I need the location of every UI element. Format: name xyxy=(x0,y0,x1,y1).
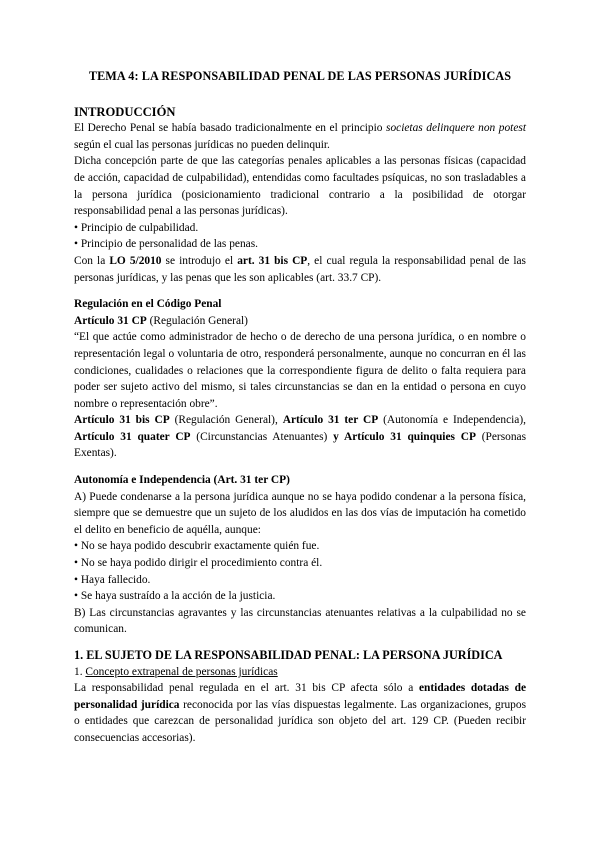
text: Con la xyxy=(74,254,110,267)
list-item: • Principio de culpabilidad. xyxy=(74,221,199,234)
list-item: • No se haya podido descubrir exactamente quién fue. xyxy=(74,540,320,553)
section-1-paragraph xyxy=(74,680,526,746)
article-reference: Artículo 31 quater CP xyxy=(74,430,191,443)
article-reference: y Artículo 31 quinquies CP xyxy=(333,430,476,443)
article-reference: art. 31 bis CP xyxy=(237,254,308,267)
autonomy-paragraph-b: B) Las circunstancias agravantes y las circunstancias atenuantes relativas a la culpabilidad no se comunican. xyxy=(74,606,526,636)
section-1-subheading xyxy=(74,664,526,681)
article-reference: Artículo 31 bis CP xyxy=(74,414,170,427)
spacer xyxy=(74,286,526,296)
intro-paragraph-1 xyxy=(74,120,526,153)
document-title: TEMA 4: LA RESPONSABILIDAD PENAL DE LAS PERSONAS JURÍDICAS xyxy=(88,69,512,83)
text: , el cual regula la responsabilidad penal de las personas jurídicas, y las penas que les son aplicables (art. 33.7 CP). xyxy=(74,254,526,284)
intro-paragraph-3 xyxy=(74,253,526,286)
article-31-heading xyxy=(74,313,526,330)
autonomy-heading: Autonomía e Independencia (Art. 31 ter CP) xyxy=(74,474,290,487)
spacer xyxy=(74,638,526,647)
spacer xyxy=(74,462,526,472)
text: El Derecho Penal se había basado tradicionalmente en el principio xyxy=(74,122,387,135)
regulation-heading: Regulación en el Código Penal xyxy=(74,298,222,311)
article-reference: Artículo 31 ter CP xyxy=(282,414,379,427)
autonomy-paragraph-a: A) Puede condenarse a la persona jurídica aunque no se haya podido condenar a la persona física, siempre que se demuestre que un sujeto de los aludidos en las dos vías de imputación ha cometido el delito en beneficio de aquélla, aunque: xyxy=(74,490,526,536)
list-item: • Principio de personalidad de las penas. xyxy=(74,238,258,251)
underlined-subheading: Concepto extrapenal de personas jurídicas xyxy=(85,665,278,678)
list-item: • Se haya sustraído a la acción de la justicia. xyxy=(74,590,276,603)
articles-list-paragraph xyxy=(74,412,526,462)
text: se introdujo el xyxy=(161,254,238,267)
intro-heading: INTRODUCCIÓN xyxy=(74,104,176,119)
text: (Regulación General) xyxy=(146,314,248,327)
text: (Autonomía e Independencia), xyxy=(378,414,526,427)
text: (Personas Exentas). xyxy=(74,430,527,460)
text: 1. xyxy=(74,665,86,678)
section-1-heading: 1. EL SUJETO DE LA RESPONSABILIDAD PENAL: LA PERSONA JURÍDICA xyxy=(74,648,503,662)
article-reference: Artículo 31 CP xyxy=(74,314,147,327)
intro-paragraph-2: Dicha concepción parte de que las categorías penales aplicables a las personas físicas (capacidad de acción, capacidad de culpabilidad), entendidas como facultades psíquicas, no son trasladables a la persona jurídica (posicionamiento tradicional contrario a la posibilidad de otorgar responsabilidad penal a las personas jurídicas). xyxy=(74,155,526,218)
list-item: • Haya fallecido. xyxy=(74,573,151,586)
law-reference: LO 5/2010 xyxy=(109,254,162,267)
text: reconocida por las vías dispuestas legalmente. Las organizaciones, grupos o entidades que carezcan de personalidad jurídica son objeto del art. 129 CP. (Pueden recibir consecuencias accesorias). xyxy=(74,698,527,744)
text: La responsabilidad penal regulada en el art. 31 bis CP afecta sólo a xyxy=(74,682,419,695)
document-page xyxy=(74,68,526,747)
list-item: • No se haya podido dirigir el procedimiento contra él. xyxy=(74,557,323,570)
article-31-quote: “El que actúe como administrador de hecho o de derecho de una persona jurídica, o en nombre o representación legal o voluntaria de otro, responderá personalmente, aunque no concurran en él las condiciones, cualidades o relaciones que la correspondiente figura de delito o falta requiera para poder ser sujeto activo del mismo, si tales circunstancias se dan en la entidad o persona en cuyo nombre o representación obre”. xyxy=(74,331,526,410)
text: (Regulación General), xyxy=(169,414,283,427)
latin-phrase: societas delinquere non potest xyxy=(386,122,526,135)
bold-term: entidades dotadas de personalidad jurídica xyxy=(74,682,526,711)
text: según el cual las personas jurídicas no pueden delinquir. xyxy=(74,138,330,151)
text: (Circunstancias Atenuantes) xyxy=(190,430,334,443)
